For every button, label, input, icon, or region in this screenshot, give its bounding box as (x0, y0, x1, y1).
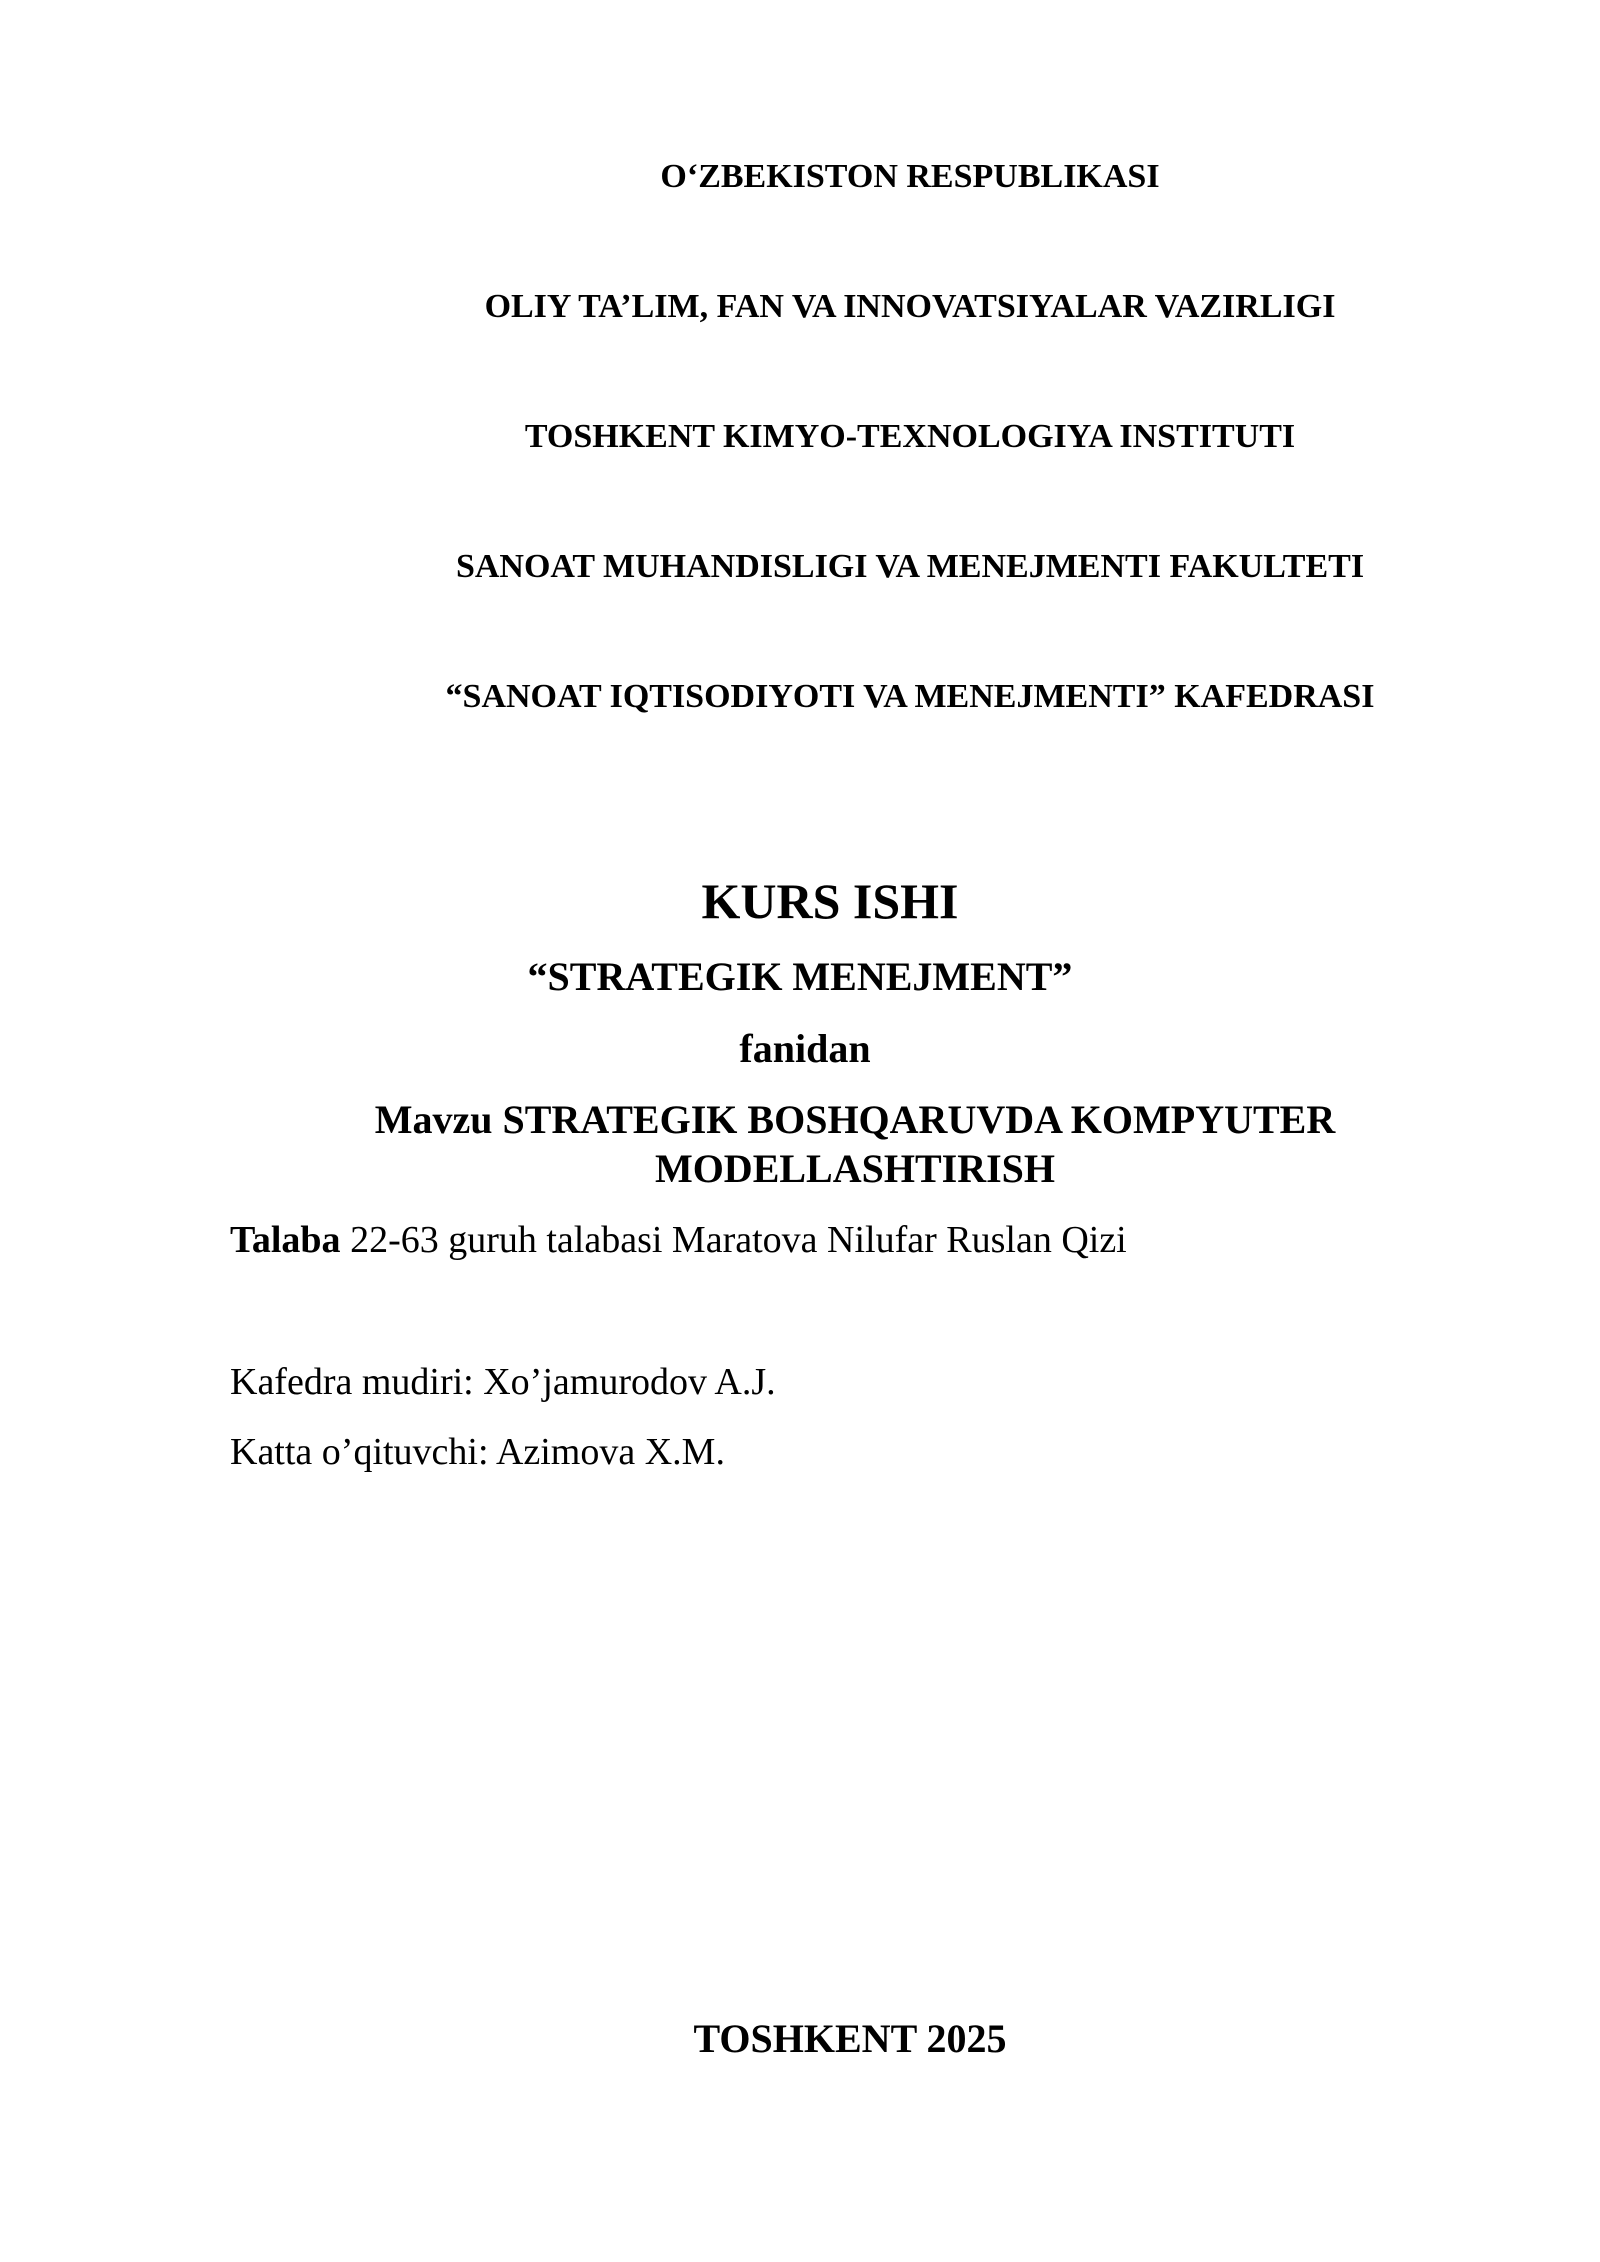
department-head-info: Kafedra mudiri: Xo’jamurodov A.J. (230, 1361, 776, 1403)
senior-teacher-info: Katta o’qituvchi: Azimova X.M. (230, 1431, 725, 1473)
student-label: Talaba (230, 1219, 341, 1261)
subject-suffix: fanidan (739, 1026, 871, 1071)
ministry-heading: OLIY TA’LIM, FAN VA INNOVATSIYALAR VAZIRLIGI (484, 288, 1336, 325)
country-heading: O‘ZBEKISTON RESPUBLIKASI (660, 158, 1160, 195)
document-type-title: KURS ISHI (701, 873, 959, 929)
faculty-heading: SANOAT MUHANDISLIGI VA MENEJMENTI FAKULTETI (455, 548, 1365, 585)
department-heading: “SANOAT IQTISODIYOTI VA MENEJMENTI” KAFEDRASI (445, 678, 1375, 715)
subject-title: “STRATEGIK MENEJMENT” (527, 954, 1073, 999)
topic-title-line1: Mavzu STRATEGIK BOSHQARUVDA KOMPYUTER (374, 1097, 1336, 1142)
institute-heading: TOSHKENT KIMYO-TEXNOLOGIYA INSTITUTI (524, 418, 1296, 455)
topic-title-line2: MODELLASHTIRISH (654, 1146, 1056, 1191)
city-year-footer: TOSHKENT 2025 (693, 2016, 1007, 2061)
student-info (230, 1218, 1127, 1262)
student-details: 22-63 guruh talabasi Maratova Nilufar Ruslan Qizi (340, 1219, 1127, 1261)
